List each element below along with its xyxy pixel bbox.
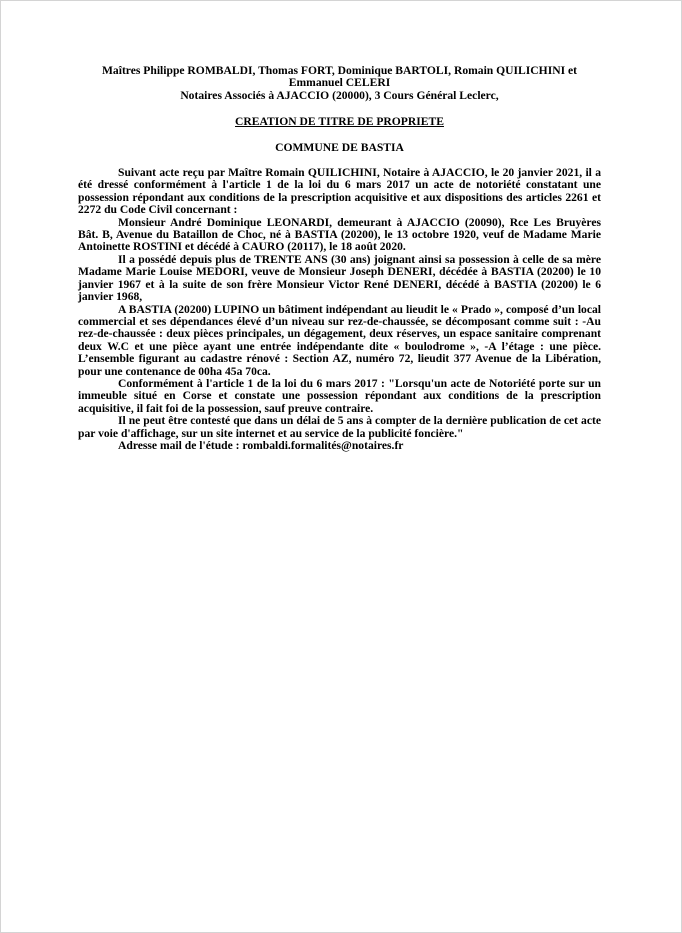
paragraph-deed: Suivant acte reçu par Maître Romain QUILICHINI, Notaire à AJACCIO, le 20 janvier 2021, il a été dressé conformément à l'article 1 de la loi du 6 mars 2017 un acte de notoriété constatant une possession répondant aux conditions de la prescription acquisitive et aux dispositions des articles 2261 et 2272 du Code Civil concernant : [78,166,601,217]
notary-names: Maîtres Philippe ROMBALDI, Thomas FORT, Dominique BARTOLI, Romain QUILICHINI et Emmanuel CELERI [101,64,577,90]
paragraph-person: Monsieur André Dominique LEONARDI, demeurant à AJACCIO (20090), Rce Les Bruyères Bât. B, Avenue du Bataillon de Choc, né à BASTIA (20200), le 13 octobre 1920, veuf de Madame Marie Antoinette ROSTINI et décédé à CAURO (20117), le 18 août 2020. [78,215,601,254]
document-body [78,65,601,452]
paragraph-law: Conformément à l'article 1 de la loi du 6 mars 2017 : "Lorsqu'un acte de Notoriété porte sur un immeuble situé en Corse et constate une possession répondant aux conditions de la prescription acquisitive, il fait foi de la possession, sauf preuve contraire. [78,376,601,415]
paragraph-contest: Il ne peut être contesté que dans un délai de 5 ans à compter de la dernière publication de cet acte par voie d'affichage, sur un site internet et au service de la publicité foncière." [78,414,601,440]
notary-address: Notaires Associés à AJACCIO (20000), 3 Cours Général Leclerc, [180,88,499,102]
paragraph-email: Adresse mail de l'étude : rombaldi.formalités@notaires.fr [118,438,404,452]
commune-heading: COMMUNE DE BASTIA [275,140,404,154]
paragraph-property: A BASTIA (20200) LUPINO un bâtiment indépendant au lieudit le « Prado », composé d’un local commercial et ses dépendances élevé d’un niveau sur rez-de-chaussée, se décomposant comme suit : -Au rez-de-chaussée : deux pièces principales, un dégagement, deux réserves, un espace sanitaire comprenant deux W.C et une pièce ayant une entrée indépendante dite « boulodrome », -A l’étage : une pièce. L’ensemble figurant au cadastre rénové : Section AZ, numéro 72, lieudit 377 Avenue de la Libération, pour une contenance de 00ha 45a 70ca. [78,302,601,378]
notice-text [78,167,601,452]
document-title: CREATION DE TITRE DE PROPRIETE [235,115,444,129]
notary-header [78,65,601,102]
paragraph-possession: Il a possédé depuis plus de TRENTE ANS (30 ans) joignant ainsi sa possession à celle de sa mère Madame Marie Louise MEDORI, veuve de Monsieur Joseph DENERI, décédée à BASTIA (20200) le 10 janvier 1967 et à la suite de son frère Monsieur Victor René DENERI, décédé à BASTIA (20200) le 6 janvier 1968, [78,252,601,304]
